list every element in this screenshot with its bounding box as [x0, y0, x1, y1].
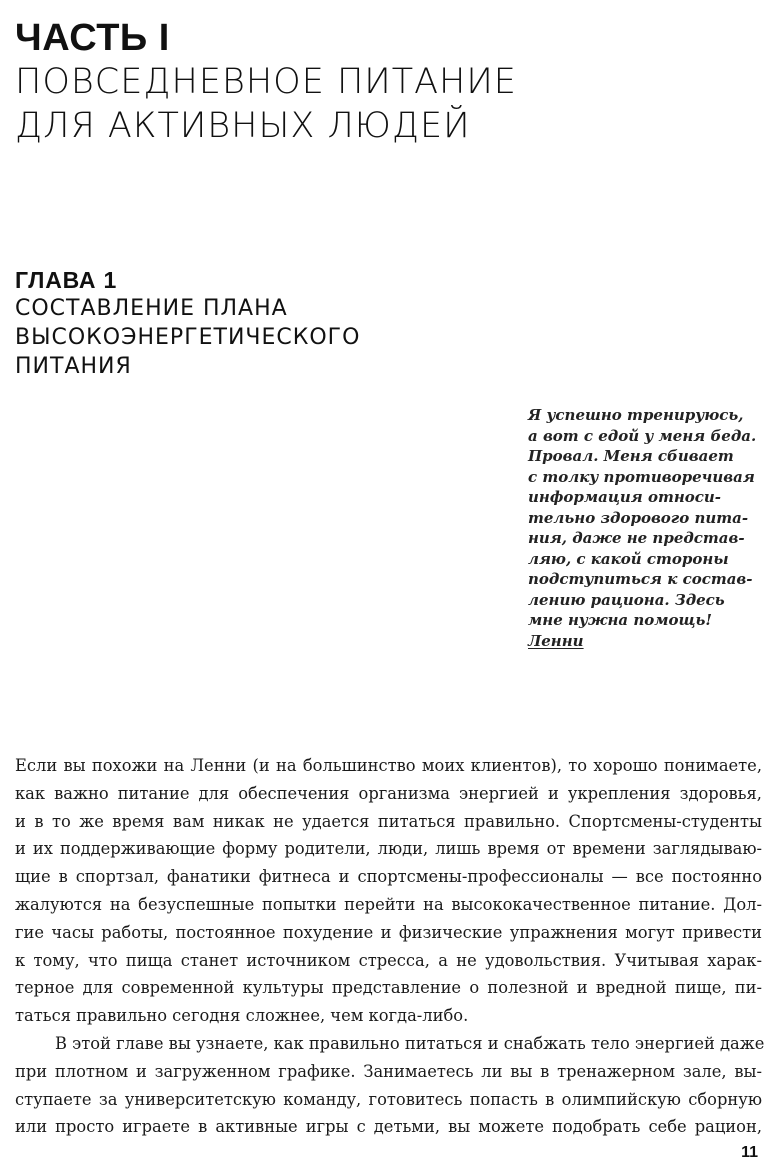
part-label: ЧАСТЬ I — [15, 17, 170, 59]
epigraph-line: тельно здорового пита- — [528, 508, 749, 527]
body-line: таться правильно сегодня сложнее, чем когда-либо. — [15, 1006, 469, 1026]
body-line: ступаете за университетскую команду, готовитесь попасть в олимпийскую сборную — [15, 1089, 762, 1109]
page-number: 11 — [741, 1144, 758, 1161]
part-title-line: ДЛЯ АКТИВНЫХ ЛЮДЕЙ — [15, 106, 471, 146]
chapter-title-line: ВЫСОКОЭНЕРГЕТИЧЕСКОГО — [15, 325, 361, 350]
body-line: щие в спортзал, фанатики фитнеса и спортсмены-профессионалы — все постоянно — [15, 867, 762, 887]
epigraph-line: лению рациона. Здесь — [528, 590, 725, 609]
part-title — [15, 60, 755, 148]
body-line: как важно питание для обеспечения организма энергией и укрепления здоровья, — [15, 783, 762, 803]
epigraph-line: с толку противоречивая — [528, 467, 755, 486]
body-line: при плотном и загруженном графике. Занимаетесь ли вы в тренажерном зале, вы- — [15, 1061, 762, 1081]
epigraph-line: а вот с едой у меня беда. — [528, 426, 757, 445]
body-line: жалуются на безуспешные попытки перейти на высококачественное питание. Дол- — [15, 894, 762, 914]
epigraph-line: Провал. Меня сбивает — [528, 447, 734, 465]
body-line: Если вы похожи на Ленни (и на большинство моих клиентов), то хорошо понимаете, — [15, 756, 762, 775]
epigraph-line: ния, даже не представ- — [528, 529, 745, 547]
body-line: В этой главе вы узнаете, как правильно питаться и снабжать тело энергией даже — [55, 1033, 765, 1053]
chapter-title-line: СОСТАВЛЕНИЕ ПЛАНА — [15, 296, 288, 321]
epigraph-author: Ленни — [528, 631, 584, 650]
epigraph-quote — [528, 405, 763, 651]
epigraph-line: ляю, с какой стороны — [528, 549, 729, 568]
chapter-title-line: ПИТАНИЯ — [15, 354, 132, 379]
epigraph-line: подступиться к состав- — [528, 570, 753, 588]
body-line: к тому, что пища станет источником стресса, а не удовольствия. Учитывая харак- — [15, 950, 762, 970]
body-line: гие часы работы, постоянное похудение и физические упражнения могут привести — [15, 922, 762, 942]
chapter-title — [15, 294, 615, 381]
body-line: и в то же время вам никак не удается питаться правильно. Спортсмены-студенты — [15, 811, 762, 831]
chapter-label: ГЛАВА 1 — [15, 267, 118, 293]
body-line: или просто играете в активные игры с детьми, вы можете подобрать себе рацион, — [15, 1117, 762, 1137]
body-line: терное для современной культуры представление о полезной и вредной пище, пи- — [15, 978, 762, 998]
part-title-line: ПОВСЕДНЕВНОЕ ПИТАНИЕ — [15, 62, 517, 102]
epigraph-line: мне нужна помощь! — [528, 611, 712, 629]
epigraph-line: информация относи- — [528, 488, 722, 506]
body-text — [15, 752, 765, 1141]
epigraph-line: Я успешно тренируюсь, — [528, 406, 744, 424]
body-line: и их поддерживающие форму родители, люди, лишь время от времени заглядываю- — [15, 839, 762, 859]
